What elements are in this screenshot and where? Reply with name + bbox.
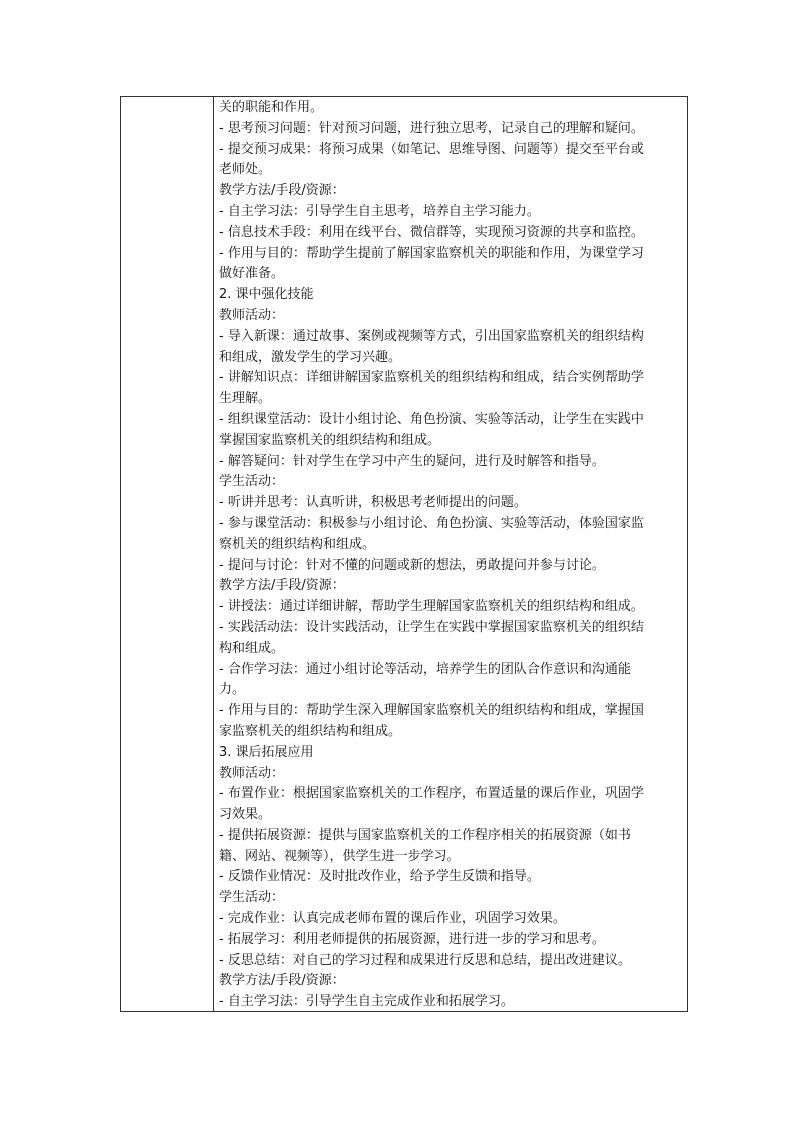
text-line: 教师活动：	[219, 765, 285, 781]
text-line: - 提问与讨论：针对不懂的问题或新的想法，勇敢提问并参与讨论。	[219, 557, 605, 573]
table-left-cell	[121, 97, 213, 1011]
column-divider	[213, 97, 214, 1011]
text-line: 学生活动：	[219, 890, 285, 906]
text-line: - 合作学习法：通过小组讨论等活动，培养学生的团队合作意识和沟通能	[219, 661, 631, 677]
text-line: 掌握国家监察机关的组织结构和组成。	[219, 432, 441, 448]
text-line: 籍、网站、视频等），供学生进一步学习。	[219, 848, 460, 864]
text-line: - 完成作业：认真完成老师布置的课后作业，巩固学习效果。	[219, 911, 566, 927]
text-line: 老师处。	[219, 162, 272, 178]
text-line: 教学方法/手段/资源：	[219, 183, 345, 199]
text-line: - 组织课堂活动：设计小组讨论、角色扮演、实验等活动，让学生在实践中	[219, 411, 644, 427]
text-line: - 作用与目的：帮助学生提前了解国家监察机关的职能和作用，为课堂学习	[219, 245, 644, 261]
text-line: 生理解。	[219, 391, 272, 407]
text-line: - 作用与目的：帮助学生深入理解国家监察机关的组织结构和组成，掌握国	[219, 703, 644, 719]
text-line: 做好准备。	[219, 266, 285, 282]
text-line: - 听讲并思考：认真听讲，积极思考老师提出的问题。	[219, 495, 527, 511]
text-line: - 讲解知识点：详细讲解国家监察机关的组织结构和组成，结合实例帮助学	[219, 370, 644, 386]
text-line: 教学方法/手段/资源：	[219, 578, 345, 594]
text-line: 力。	[219, 682, 246, 698]
section-heading: 3. 课后拓展应用	[219, 744, 314, 760]
text-line: 教师活动：	[219, 307, 285, 323]
text-line: 构和组成。	[219, 640, 285, 656]
text-line: - 信息技术手段：利用在线平台、微信群等，实现预习资源的共享和监控。	[219, 224, 644, 240]
text-line: - 提交预习成果：将预习成果（如笔记、思维导图、问题等）提交至平台或	[219, 141, 644, 157]
text-line: - 思考预习问题：针对预习问题，进行独立思考，记录自己的理解和疑问。	[219, 120, 644, 136]
text-line: 教学方法/手段/资源：	[219, 973, 345, 989]
text-line: - 提供拓展资源：提供与国家监察机关的工作程序相关的拓展资源（如书	[219, 827, 631, 843]
text-line: 和组成，激发学生的学习兴趣。	[219, 349, 402, 365]
text-line: - 自主学习法：引导学生自主完成作业和拓展学习。	[219, 994, 514, 1010]
text-line: - 反馈作业情况：及时批改作业，给予学生反馈和指导。	[219, 869, 540, 885]
text-line: - 实践活动法：设计实践活动，让学生在实践中掌握国家监察机关的组织结	[219, 619, 644, 635]
text-line: 习效果。	[219, 807, 272, 823]
text-line: - 布置作业：根据国家监察机关的工作程序，布置适量的课后作业，巩固学	[219, 786, 644, 802]
text-line: 学生活动：	[219, 474, 285, 490]
section-heading: 2. 课中强化技能	[219, 287, 314, 303]
text-line: 察机关的组织结构和组成。	[219, 536, 376, 552]
text-line: - 导入新课：通过故事、案例或视频等方式，引出国家监察机关的组织结构	[219, 328, 644, 344]
text-line: - 自主学习法：引导学生自主思考，培养自主学习能力。	[219, 203, 540, 219]
text-line: - 拓展学习：利用老师提供的拓展资源，进行进一步的学习和思考。	[219, 931, 605, 947]
text-line: - 解答疑问：针对学生在学习中产生的疑问，进行及时解答和指导。	[219, 453, 605, 469]
table-content-cell	[219, 98, 681, 1013]
text-line: - 反思总结：对自己的学习过程和成果进行反思和总结，提出改进建议。	[219, 952, 631, 968]
text-line: 关的职能和作用。	[219, 100, 324, 115]
text-line: 家监察机关的组织结构和组成。	[219, 723, 402, 739]
text-line: - 参与课堂活动：积极参与小组讨论、角色扮演、实验等活动，体验国家监	[219, 515, 644, 531]
lesson-table	[120, 96, 688, 1012]
text-line: - 讲授法：通过详细讲解，帮助学生理解国家监察机关的组织结构和组成。	[219, 599, 644, 615]
